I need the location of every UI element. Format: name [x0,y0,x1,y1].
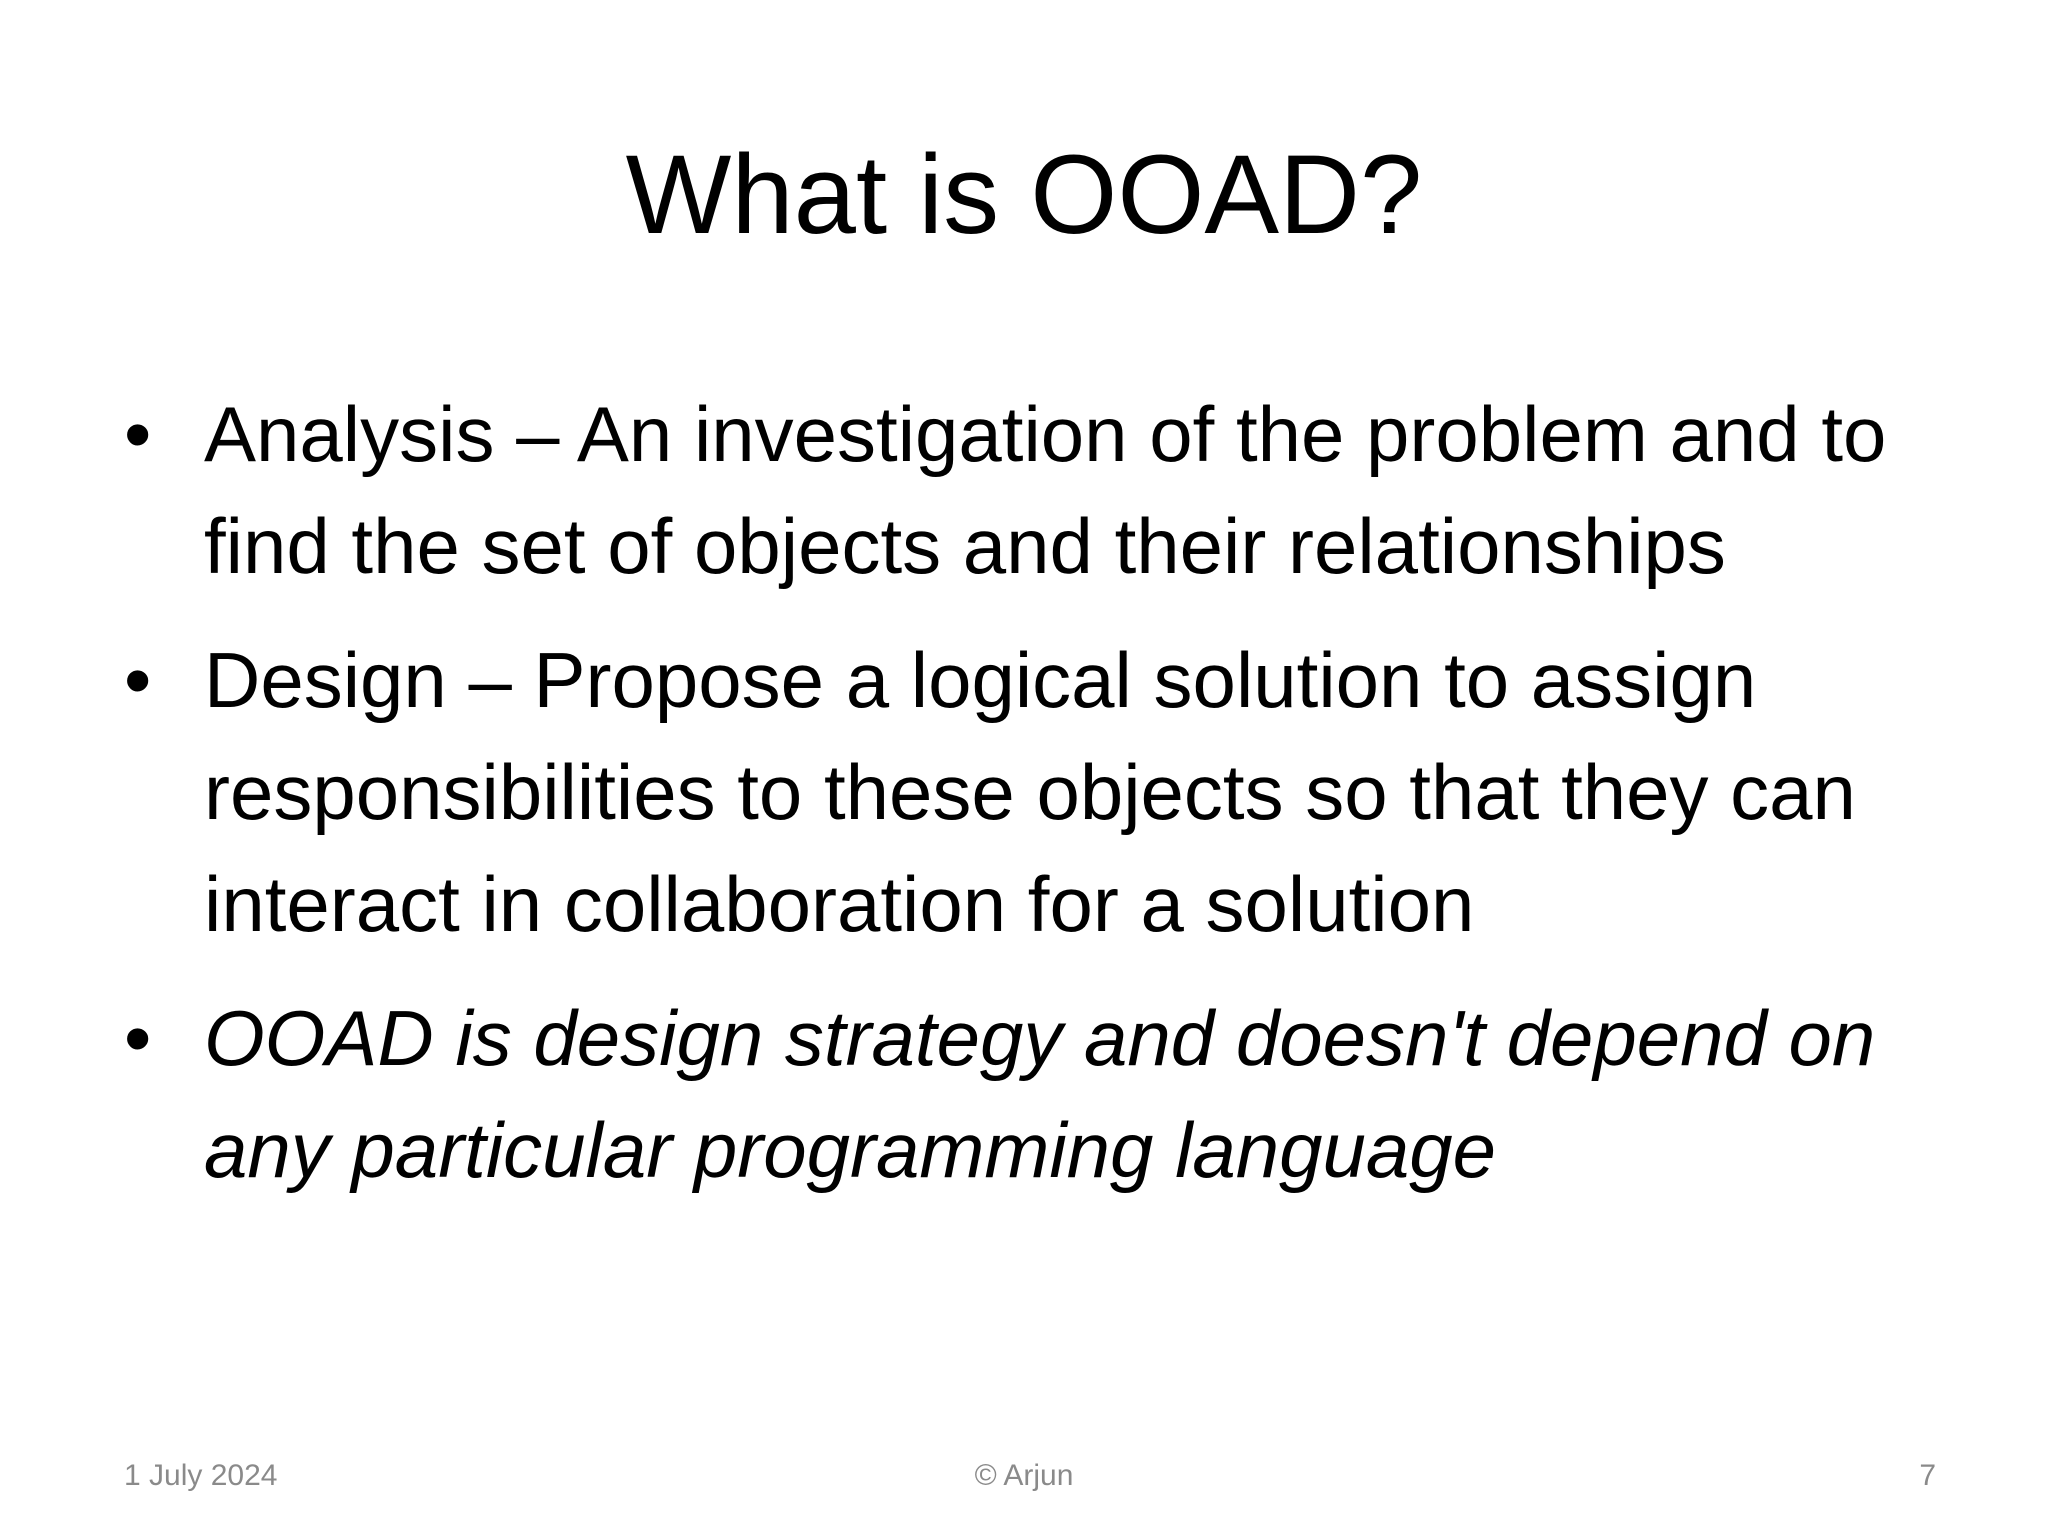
bullet-text: Design – Propose a logical solution to assign responsibilities to these objects so that they can interact in collaboration for a solution [204,636,1856,948]
bullet-list [124,378,1954,1228]
footer-author: © Arjun [974,1459,1074,1492]
footer-date: 1 July 2024 [124,1459,278,1492]
bullet-icon: • [124,390,152,478]
bullet-item-ooad-note [124,982,1954,1206]
bullet-icon: • [124,994,152,1082]
bullet-text: Analysis – An investigation of the problem and to find the set of objects and their relationships [204,390,1887,590]
footer-page-number: 7 [1919,1459,1936,1492]
bullet-item-analysis [124,378,1954,602]
bullet-item-design [124,624,1954,960]
slide-title: What is OOAD? [625,132,1423,257]
bullet-text: OOAD is design strategy and doesn't depend on any particular programming language [204,994,1876,1194]
bullet-icon: • [124,636,152,724]
